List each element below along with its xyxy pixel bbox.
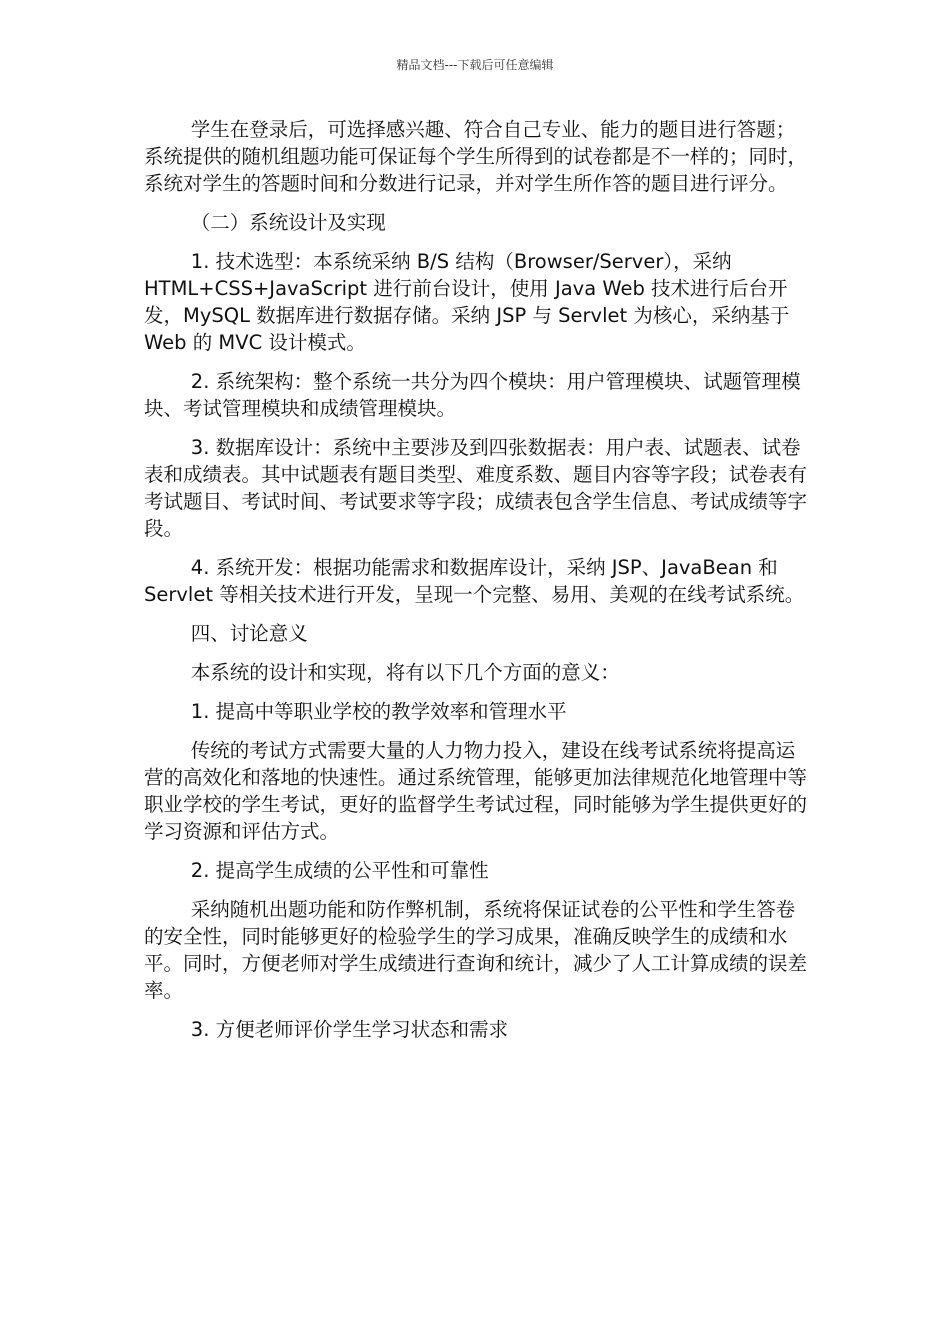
- section-heading-significance: 四、讨论意义: [190, 622, 308, 645]
- subheading-fairness: 2. 提高学生成绩的公平性和可靠性: [190, 859, 489, 882]
- section-heading-design: （二）系统设计及实现: [190, 211, 386, 234]
- paragraph-development: 4. 系统开发：根据功能需求和数据库设计，采纳 JSP、JavaBean 和 Servlet 等相关技术进行开发，呈现一个完整、易用、美观的在线考试系统。: [144, 556, 805, 606]
- paragraph-fairness: 采纳随机出题功能和防作弊机制，系统将保证试卷的公平性和学生答卷的安全性，同时能够更好的检验学生的学习成果，准确反映学生的成绩和水平。同时，方便老师对学生成绩进行查询和统计，减少了人工计算成绩的误差率。: [144, 898, 808, 1002]
- paragraph-architecture: 2. 系统架构：整个系统一共分为四个模块：用户管理模块、试题管理模块、考试管理模块和成绩管理模块。: [144, 370, 801, 420]
- page-header: 精品文档---下载后可任意编辑: [396, 58, 554, 72]
- paragraph-significance-intro: 本系统的设计和实现，将有以下几个方面的意义：: [190, 661, 620, 684]
- paragraph-intro: 学生在登录后，可选择感兴趣、符合自己专业、能力的题目进行答题；系统提供的随机组题功能可保证每个学生所得到的试卷都是不一样的；同时，系统对学生的答题时间和分数进行记录，并对学生所作答的题目进行评分。: [144, 118, 808, 195]
- paragraph-database-design: 3. 数据库设计：系统中主要涉及到四张数据表：用户表、试题表、试卷表和成绩表。其中试题表有题目类型、难度系数、题目内容等字段；试卷表有考试题目、考试时间、考试要求等字段；成绩表包含学生信息、考试成绩等字段。: [144, 436, 808, 540]
- subheading-efficiency: 1. 提高中等职业学校的教学效率和管理水平: [190, 700, 567, 723]
- subheading-evaluation: 3. 方便老师评价学生学习状态和需求: [190, 1018, 509, 1041]
- paragraph-efficiency: 传统的考试方式需要大量的人力物力投入，建设在线考试系统将提高运营的高效化和落地的快速性。通过系统管理，能够更加法律规范化地管理中等职业学校的学生考试，更好的监督学生考试过程，同时能够为学生提供更好的学习资源和评估方式。: [144, 739, 808, 843]
- document-body: [144, 116, 814, 1055]
- paragraph-tech-selection: 1. 技术选型：本系统采纳 B/S 结构（Browser/Server），采纳 HTML+CSS+JavaScript 进行前台设计，使用 Java Web 技术进行后台开发，MySQL 数据库进行数据存储。采纳 JSP 与 Servlet 为核心，采纳基于 Web 的 MVC 设计模式。: [144, 250, 790, 354]
